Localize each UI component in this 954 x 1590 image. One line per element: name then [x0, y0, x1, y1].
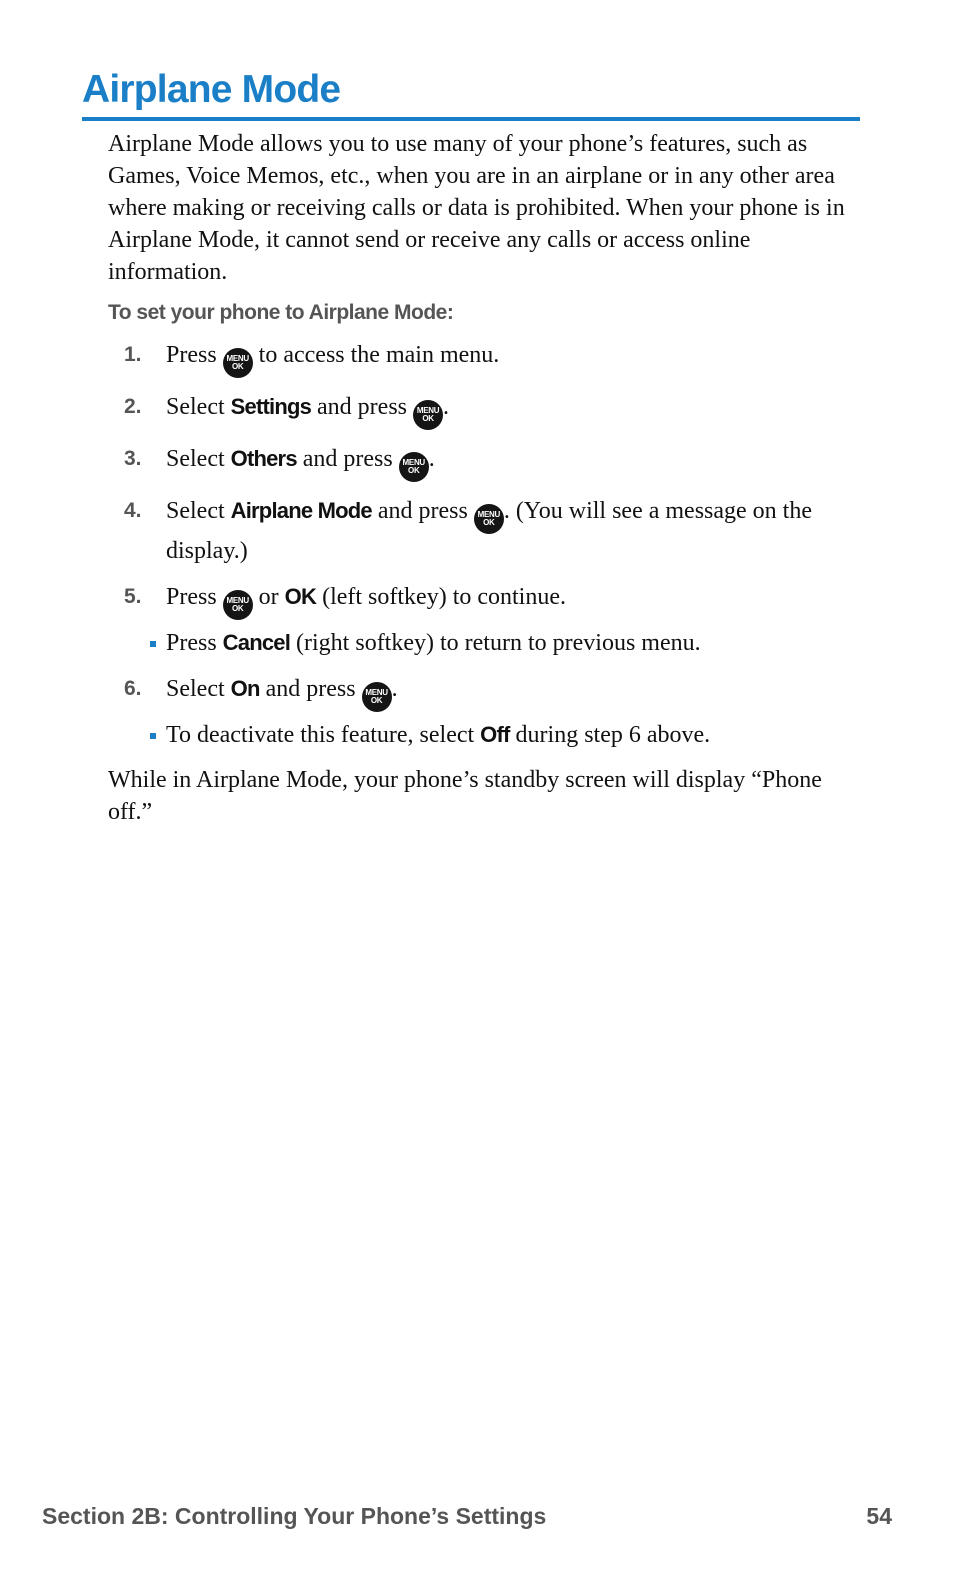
step-text: . [428, 446, 435, 472]
step-text: or [258, 584, 279, 610]
step-6 [108, 672, 860, 752]
page-footer [42, 1503, 892, 1530]
step-text: . [443, 394, 450, 420]
step-text: Select [166, 498, 225, 524]
procedure-heading: To set your phone to Airplane Mode: [108, 301, 454, 324]
softkey-keyword: Cancel [222, 630, 291, 655]
menu-keyword: Off [480, 722, 510, 747]
softkey-keyword: OK [284, 584, 317, 609]
step-4 [108, 494, 860, 568]
closing-paragraph: While in Airplane Mode, your phone’s standby screen will display “Phone off.” [108, 767, 822, 825]
menu-ok-key-icon: MENU OK [362, 682, 392, 712]
step-number: 2. [124, 395, 142, 418]
step-text: and press [317, 394, 408, 420]
footer-section-title: Section 2B: Controlling Your Phone’s Settings [42, 1503, 547, 1529]
step-3 [108, 442, 860, 482]
step-text: and press [265, 676, 356, 702]
step-text: . [391, 676, 398, 702]
menu-keyword: Airplane Mode [230, 498, 372, 523]
step-2 [108, 390, 860, 430]
sub-text: (right softkey) to return to previous menu. [296, 630, 701, 656]
page-number: 54 [866, 1503, 892, 1529]
step-text: Select [166, 676, 225, 702]
menu-ok-key-icon: MENU OK [223, 590, 253, 620]
step-text: Press [166, 342, 217, 368]
sub-text: during step 6 above. [515, 722, 711, 748]
menu-keyword: Settings [230, 394, 312, 419]
step-number: 4. [124, 499, 142, 522]
menu-ok-key-icon: MENU OK [223, 348, 253, 378]
sub-list [148, 718, 860, 752]
menu-keyword: Others [230, 446, 297, 471]
intro-paragraph: Airplane Mode allows you to use many of your phone’s features, such as Games, Voice Memos, etc., when you are in an airplane or in any other area where making or receiving calls or data is prohibited. When your phone is in Airplane Mode, it cannot send or receive any calls or access online information. [108, 131, 845, 285]
step-text: and press [377, 498, 468, 524]
sub-item [148, 626, 860, 660]
menu-ok-key-icon: MENU OK [413, 400, 443, 430]
sub-text: To deactivate this feature, select [166, 722, 475, 748]
steps-list [108, 338, 860, 752]
menu-keyword: On [230, 676, 260, 701]
page-title: Airplane Mode [82, 68, 341, 111]
step-text: . (You will see a message on the display.) [166, 498, 812, 564]
step-1 [108, 338, 860, 378]
step-5 [108, 580, 860, 660]
step-number: 1. [124, 343, 142, 366]
bullet-square-icon [150, 733, 156, 739]
sub-text: Press [166, 630, 217, 656]
page-content [108, 128, 860, 828]
step-text: and press [302, 446, 393, 472]
sub-item [148, 718, 860, 752]
menu-ok-key-icon: MENU OK [474, 504, 504, 534]
step-number: 5. [124, 585, 142, 608]
sub-list [148, 626, 860, 660]
bullet-square-icon [150, 641, 156, 647]
step-number: 3. [124, 447, 142, 470]
title-underline [82, 117, 860, 121]
step-text: Select [166, 394, 225, 420]
step-text: (left softkey) to continue. [322, 584, 567, 610]
step-number: 6. [124, 677, 142, 700]
menu-ok-key-icon: MENU OK [399, 452, 429, 482]
step-text: to access the main menu. [258, 342, 500, 368]
step-text: Press [166, 584, 217, 610]
step-text: Select [166, 446, 225, 472]
